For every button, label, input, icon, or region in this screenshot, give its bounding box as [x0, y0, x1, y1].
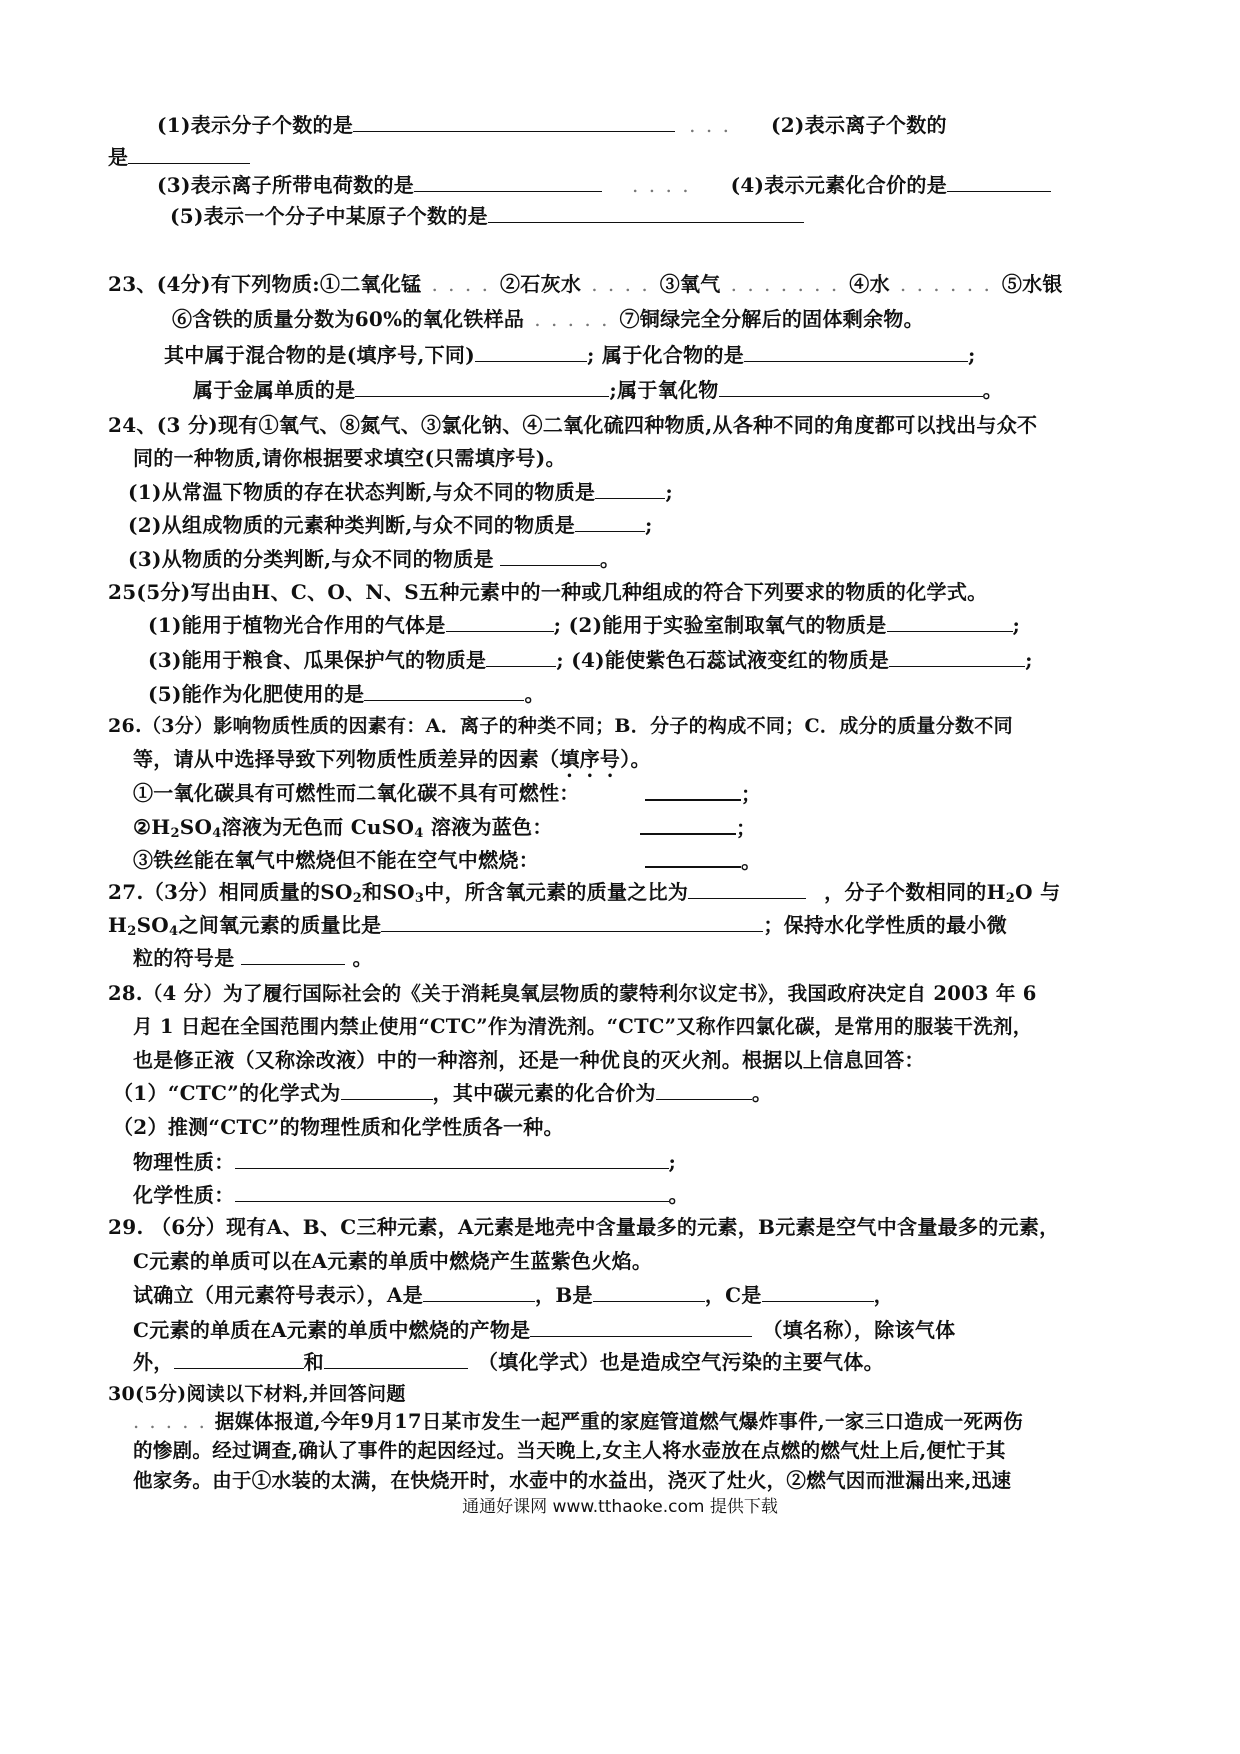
q24-line1: 24、(3 分)现有①氧气、⑧氮气、③氯化钠、④二氧化硫四种物质,从各种不同的角度都可以找出与众不 — [108, 413, 1038, 437]
q30-line3: 的惨剧。经过调查,确认了事件的起因经过。当天晚上,女主人将水壶放在点燃的燃气灶上后,便忙于其 — [133, 1439, 1006, 1462]
blank-q25-5[interactable] — [364, 682, 524, 701]
blank-q28-chemical[interactable] — [235, 1183, 669, 1202]
q24-line5: (3)从物质的分类判断,与众不同的物质是 。 — [128, 547, 621, 571]
q27-line3: 粒的符号是 。 — [133, 946, 373, 970]
q28-line5: （2）推测“CTC”的物理性质和化学性质各一种。 — [113, 1115, 564, 1139]
q25-line4: (5)能作为化肥使用的是 。 — [148, 682, 545, 706]
q23-line3: 其中属于混合物的是(填序号,下同) ; 属于化合物的是 ; — [164, 343, 976, 367]
blank-q28-valence[interactable] — [656, 1081, 752, 1100]
blank-q22-3[interactable] — [414, 173, 602, 192]
blank-q25-1[interactable] — [446, 613, 554, 632]
blank-q29-gas2[interactable] — [324, 1350, 468, 1369]
blank-q24-1[interactable] — [595, 480, 665, 499]
blank-q23-oxide[interactable] — [719, 378, 983, 397]
q25-line1: 25(5分)写出由H、C、O、N、S五种元素中的一种或几种组成的符合下列要求的物质的化学式。 — [108, 580, 988, 604]
blank-q26-2[interactable] — [640, 815, 736, 835]
blank-q24-3[interactable] — [500, 547, 600, 566]
blank-q23-compound[interactable] — [744, 343, 968, 362]
q25-line3: (3)能用于粮食、瓜果保护气的物质是 ; (4)能使紫色石蕊试液变红的物质是 ; — [148, 648, 1033, 672]
exam-page: (1)表示分子个数的是 . . . (2)表示离子个数的 是 (3)表示离子所带电荷数的是 . . . . (4)表示元素化合价的是 (5)表示一个分子中某原子个数的是 23、(4分)有下列物质:①二氧化锰 . . . . ②石灰水 . . . . ③氧气 . . . . . . . ④水 . . . . . . ⑤水银 ⑥含铁的质量分数为60%的氧化铁样品 . . . . . ⑦铜绿完全分解后的固体剩余物。 其中属于混合物的是(填序号,下同) ; 属于化合物的是 ; 属于金属单质的是 ;属于氧化物 。 24、(3 分)现有①氧气、⑧氮气、③氯化钠、④二氧化硫四种物质,从各种不同的角度都可以找出与众不 同的一种物质,请你根据要求填空(只需填序号)。 (1)从常温下物质的存在状态判断,与众不同的物质是 ; (2)从组成物质的元素种类判断,与众不同的物质是 ; (3)从物质的分类判断,与众不同的物质是 。 25(5分)写出由H、C、O、N、S五种元素中的一种或几种组成的符合下列要求的物质的化学式。 (1)能用于植物光合作用的气体是 ; (2)能用于实验室制取氧气的物质是 ; (3)能用于粮食、瓜果保护气的物质是 ; (4)能使紫色石蕊试液变红的物质是 ; (5)能作为化肥使用的是 。 26.（3分）影响物质性质的因素有：A．离子的种类不同；B．分子的构成不同；C．成分的质量分数不同 等，请从中选择导致下列物质性质差异的因素（填序号）。 ①一氧化碳具有可燃性而二氧化碳不具有可燃性： ； $②H_2SO_4$溶液为无色而 CuSO$_4$ 溶液为蓝色： ； ③铁丝能在氧气中燃烧但不能在空气中燃烧： 。 27.（3分）相同质量的$SO_2$和$SO_3$中，所含氧元素的质量之比为 ，分子个数相同的$H_2O$ 与 $H_2SO_4$之间氧元素的质量比是 ；保持水化学性质的最小微 粒的符号是 。 28.（4 分）为了履行国际社会的《关于消耗臭氧层物质的蒙特利尔议定书》，我国政府决定自 2003 年 6 月 1 日起在全国范围内禁止使用“CTC”作为清洗剂。“CTC”又称作四氯化碳，是常用的服装干洗剂， 也是修正液（又称涂改液）中的一种溶剂，还是一种优良的灭火剂。根据以上信息回答： （1）“CTC”的化学式为 ，其中碳元素的化合价为 。 （2）推测“CTC”的物理性质和化学性质各一种。 物理性质： ; 化学性质： 。 29. （6分）现有A、B、C三种元素，A元素是地壳中含量最多的元素，B元素是空气中含量最多的元素， C元素的单质可以在A元素的单质中燃烧产生蓝紫色火焰。 试确立（用元素符号表示），A是 ，B是 ，C是 ， C元素的单质在A元素的单质中燃烧的产物是 （填名称），除该气体 外， 和 （填化学式）也是造成空气污染的主要气体。 30(5分)阅读以下材料,并回答问题 . . . . . 据媒体报道,今年9月17日某市发生一起严重的家庭管道燃气爆炸事件,一家三口造成一死两伤 的惨剧。经过调查,确认了事件的起因经过。当天晚上,女主人将水壶放在点燃的燃气灶上后,便忙于其 他家务。由于①水装的太满，在快烧开时，水壶中的水益出，浇灭了灶火，②燃气因而泄漏出来,迅速 通通好课网 www.tthaoke.com 提供下载 — [0, 0, 1240, 1754]
blank-q25-4[interactable] — [889, 648, 1025, 667]
q22-item4: (4)表示元素化合价的是 — [730, 173, 948, 197]
q22-line3 — [170, 204, 804, 228]
q22-line1b: 是 — [108, 145, 250, 169]
blank-q22-5[interactable] — [488, 204, 804, 223]
q28-line7: 化学性质： 。 — [133, 1183, 689, 1207]
q22-item1: (1)表示分子个数的是 — [157, 113, 354, 137]
blank-q29-A[interactable] — [423, 1283, 535, 1302]
q29-line4: C元素的单质在A元素的单质中燃烧的产物是 （填名称），除该气体 — [133, 1318, 956, 1342]
q24-line2: 同的一种物质,请你根据要求填空(只需填序号)。 — [133, 446, 566, 470]
q30-line1: 30(5分)阅读以下材料,并回答问题 — [108, 1383, 406, 1405]
q22-item2: (2)表示离子个数的 — [770, 113, 947, 137]
blank-q23-metal[interactable] — [355, 378, 609, 397]
q29-line5: 外， 和 （填化学式）也是造成空气污染的主要气体。 — [133, 1350, 884, 1374]
blank-q26-3[interactable] — [645, 848, 741, 868]
q22-line2: (3)表示离子所带电荷数的是 . . . . (4)表示元素化合价的是 — [157, 173, 1051, 197]
blank-q27-1[interactable] — [688, 880, 806, 899]
blank-q25-2[interactable] — [887, 613, 1013, 632]
q28-line6: 物理性质： ; — [133, 1150, 677, 1174]
q30-line2: . . . . . 据媒体报道,今年9月17日某市发生一起严重的家庭管道燃气爆炸事件,一家三口造成一死两伤 — [133, 1410, 1023, 1433]
q27-line1: 27.（3分）相同质量的$SO_2$和$SO_3$中，所含氧元素的质量之比为 ，分子个数相同的$H_2O$ 与 — [108, 880, 1061, 906]
blank-q22-2[interactable] — [128, 145, 250, 164]
q24-line4: (2)从组成物质的元素种类判断,与众不同的物质是 ; — [128, 513, 653, 537]
blank-q29-B[interactable] — [593, 1283, 705, 1302]
blank-q28-formula[interactable] — [341, 1081, 433, 1100]
q23-line1: 23、(4分)有下列物质:①二氧化锰 . . . . ②石灰水 . . . . ③氧气 . . . . . . . ④水 . . . . . . ⑤水银 — [108, 272, 1063, 296]
blank-q26-1[interactable] — [645, 781, 741, 801]
q26-line5: ③铁丝能在氧气中燃烧但不能在空气中燃烧： — [133, 848, 539, 872]
blank-q25-3[interactable] — [486, 648, 556, 667]
q29-line1: 29. （6分）现有A、B、C三种元素，A元素是地壳中含量最多的元素，B元素是空气中含量最多的元素， — [108, 1215, 1060, 1239]
q26-line2: 等，请从中选择导致下列物质性质差异的因素（填序号）。 — [133, 747, 651, 771]
q22-item3: (3)表示离子所带电荷数的是 — [157, 173, 415, 197]
q24-line3: (1)从常温下物质的存在状态判断,与众不同的物质是 ; — [128, 480, 673, 504]
q26-line3: ①一氧化碳具有可燃性而二氧化碳不具有可燃性： — [133, 781, 580, 805]
q28-line1: 28.（4 分）为了履行国际社会的《关于消耗臭氧层物质的蒙特利尔议定书》，我国政府决定自 2003 年 6 — [108, 982, 1037, 1005]
blank-q29-gas1[interactable] — [174, 1350, 304, 1369]
q22-item5: (5)表示一个分子中某原子个数的是 — [170, 204, 488, 228]
blank-q28-physical[interactable] — [235, 1150, 669, 1169]
q26-line1: 26.（3分）影响物质性质的因素有：A．离子的种类不同；B．分子的构成不同；C．成分的质量分数不同 — [108, 715, 1013, 737]
q28-line2: 月 1 日起在全国范围内禁止使用“CTC”作为清洗剂。“CTC”又称作四氯化碳，是常用的服装干洗剂， — [133, 1015, 1033, 1038]
q22-line1: (1)表示分子个数的是 . . . (2)表示离子个数的 — [157, 113, 947, 137]
q26-line4: $②H_2SO_4$溶液为无色而 CuSO$_4$ 溶液为蓝色： — [133, 815, 553, 841]
q30-line4: 他家务。由于①水装的太满，在快烧开时，水壶中的水益出，浇灭了灶火，②燃气因而泄漏出来,迅速 — [133, 1469, 1012, 1492]
footer-credit: 通通好课网 www.tthaoke.com 提供下载 — [462, 1497, 778, 1517]
q23-line2: ⑥含铁的质量分数为60%的氧化铁样品 . . . . . ⑦铜绿完全分解后的固体剩余物。 — [172, 307, 924, 331]
q29-line3: 试确立（用元素符号表示），A是 ，B是 ，C是 ， — [133, 1283, 894, 1307]
blank-q29-product[interactable] — [530, 1318, 752, 1337]
q25-line2: (1)能用于植物光合作用的气体是 ; (2)能用于实验室制取氧气的物质是 ; — [148, 613, 1021, 637]
q29-line2: C元素的单质可以在A元素的单质中燃烧产生蓝紫色火焰。 — [133, 1249, 653, 1273]
blank-q27-2[interactable] — [381, 913, 763, 932]
q28-line3: 也是修正液（又称涂改液）中的一种溶剂，还是一种优良的灭火剂。根据以上信息回答： — [133, 1048, 925, 1072]
blank-q23-mixture[interactable] — [475, 343, 587, 362]
q28-line4: （1）“CTC”的化学式为 ，其中碳元素的化合价为 。 — [113, 1081, 773, 1105]
blank-q24-2[interactable] — [575, 513, 645, 532]
q23-line4: 属于金属单质的是 ;属于氧化物 。 — [193, 378, 1003, 402]
blank-q27-3[interactable] — [241, 946, 345, 965]
blank-q22-1[interactable] — [353, 113, 675, 132]
blank-q22-4[interactable] — [947, 173, 1051, 192]
blank-q29-C[interactable] — [762, 1283, 874, 1302]
q27-line2: $H_2SO_4$之间氧元素的质量比是 ；保持水化学性质的最小微 — [108, 913, 1007, 939]
